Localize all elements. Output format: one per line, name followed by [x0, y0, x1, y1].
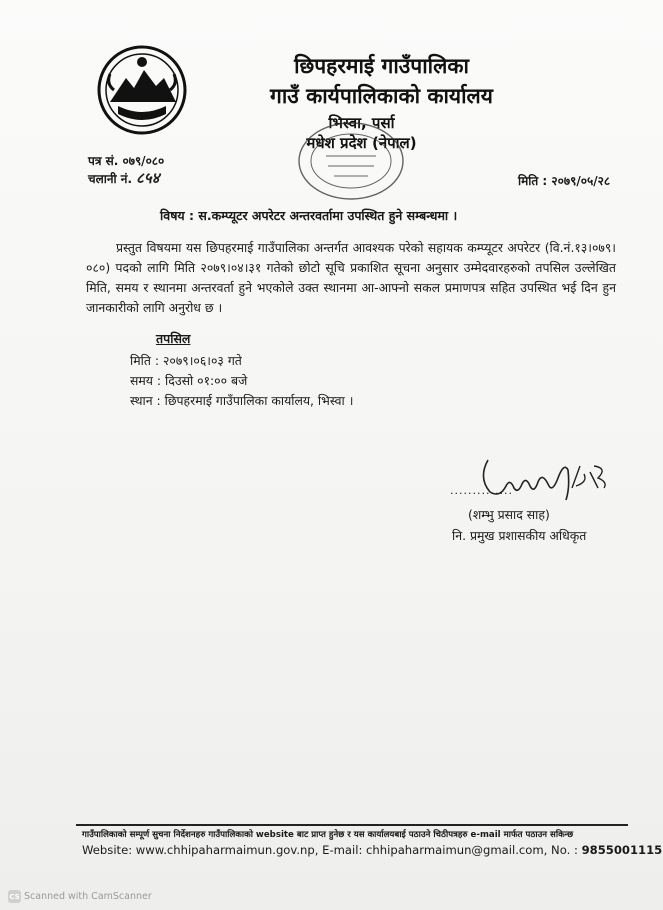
- signatory-name: (शम्भु प्रसाद साह): [468, 507, 550, 522]
- office-name: छिपहरमाई गाउँपालिका: [294, 54, 469, 78]
- office-location: भिस्वा, पर्सा: [328, 114, 395, 132]
- signature-dots: ..............: [450, 484, 513, 497]
- letter-date: मिति : २०७९/०५/२८: [518, 174, 611, 188]
- footer-website-email: Website: www.chhipaharmaimun.gov.np, E-mail: chhipaharmaimun@gmail.com, No. :: [82, 843, 578, 857]
- footer-notice: गाउँपालिकाको सम्पूर्ण सुचना निर्देशनहरु गाउँपालिकाको website बाट प्राप्त हुनेछ र यस कार्यालयबाई पठाउने चिठीपत्रहरु e-mail मार्फत पठाउन सकिन्छ: [82, 830, 574, 840]
- footer-divider: [76, 824, 628, 826]
- signatory-title: नि. प्रमुख प्रशासकीय अधिकृत: [452, 528, 587, 543]
- camscanner-text: Scanned with CamScanner: [24, 891, 152, 902]
- tapasil-place: स्थान : छिपहरमाई गाउँपालिका कार्यालय, भिस्वा ।: [130, 393, 354, 408]
- signature-icon: [448, 448, 628, 508]
- tapasil-time: समय : दिउसो ०१:०० बजे: [130, 373, 248, 388]
- chalani-number: ८५४: [136, 169, 160, 187]
- body-paragraph: [86, 238, 616, 318]
- body-text: प्रस्तुत विषयमा यस छिपहरमाई गाउँपालिका अन्तर्गत आवश्यक परेको सहायक कम्प्यूटर अपरेटर (वि.नं.१३।०७९।०८०) पदको लागि मिति २०७९।०४।३१ गतेको छोटो सूचि प्रकाशित सूचना अनुसार उम्मेदवारहरुको तपसिल उल्लेखित मिति, समय र स्थानमा अन्तरवर्ता हुने भएकोले उक्त स्थानमा आ-आफ्नो सकल प्रमाणपत्र सहित उपस्थित भई दिन हुन जानकारीको लागि अनुरोध छ ।: [86, 240, 616, 315]
- camscanner-watermark: [8, 890, 152, 903]
- chalani-line: [88, 168, 159, 188]
- tapasil-date: मिति : २०७९।०६।०३ गते: [130, 353, 242, 368]
- footer-phone: 9855001115: [581, 843, 663, 857]
- office-stamp-icon: [296, 120, 406, 202]
- tapasil-heading: तपसिल: [156, 331, 191, 346]
- footer-contact: [82, 843, 662, 857]
- subject-line: विषय : स.कम्प्यूटर अपरेटर अन्तरवर्तामा उपस्थित हुने सम्बन्धमा ।: [160, 208, 458, 223]
- patra-sankhya: पत्र सं. ०७९/०८०: [88, 154, 165, 168]
- office-province: मधेश प्रदेश (नेपाल): [306, 134, 417, 152]
- office-type: गाउँ कार्यपालिकाको कार्यालय: [270, 84, 493, 108]
- chalani-label: चलानी नं.: [88, 172, 133, 186]
- camscanner-logo-icon: CS: [8, 890, 21, 903]
